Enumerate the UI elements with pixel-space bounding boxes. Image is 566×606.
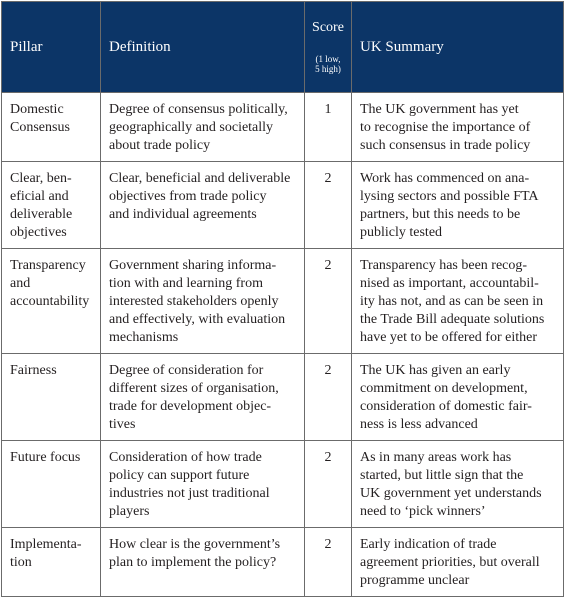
score-cell: 2	[305, 441, 352, 528]
table-body	[2, 93, 564, 597]
summary-cell: Work has commenced on ana- lysing sectors and possible FTA partners, but this needs to be publicly tested	[352, 162, 564, 249]
summary-cell: The UK government has yet to recognise the importance of such consensus in trade policy	[352, 93, 564, 162]
trade-policy-pillars-table	[1, 1, 564, 597]
pillar-cell: Transparency and accountability	[2, 249, 101, 354]
header-row	[2, 2, 564, 93]
table-row	[2, 93, 564, 162]
definition-cell: Degree of consensus politically, geographically and societally about trade policy	[101, 93, 305, 162]
table-row	[2, 249, 564, 354]
header-score	[305, 2, 352, 93]
summary-cell: Early indication of trade agreement priorities, but overall programme unclear	[352, 528, 564, 597]
summary-cell: The UK has given an early commitment on development, consideration of domestic fair- ness is less advanced	[352, 354, 564, 441]
definition-cell: Clear, beneficial and deliverable objectives from trade policy and individual agreements	[101, 162, 305, 249]
pillar-cell: Future focus	[2, 441, 101, 528]
pillar-cell: Fairness	[2, 354, 101, 441]
definition-cell: Government sharing informa- tion with and learning from interested stakeholders openly and effectively, with evaluation mechanisms	[101, 249, 305, 354]
header-definition: Definition	[101, 2, 305, 93]
pillar-cell: Domestic Consensus	[2, 93, 101, 162]
summary-cell: Transparency has been recog- nised as important, accountabil- ity has not, and as can be seen in the Trade Bill adequate solutions have yet to be offered for either	[352, 249, 564, 354]
table-row	[2, 354, 564, 441]
header-uk-summary: UK Summary	[352, 2, 564, 93]
header-score-title: Score	[312, 20, 344, 35]
table-header	[2, 2, 564, 93]
header-score-note: (1 low, 5 high)	[315, 54, 341, 74]
table-row	[2, 528, 564, 597]
score-cell: 1	[305, 93, 352, 162]
header-pillar: Pillar	[2, 2, 101, 93]
score-cell: 2	[305, 528, 352, 597]
definition-cell: Degree of consideration for different sizes of organisation, trade for development objec- tives	[101, 354, 305, 441]
score-cell: 2	[305, 354, 352, 441]
table-row	[2, 441, 564, 528]
table-row	[2, 162, 564, 249]
summary-cell: As in many areas work has started, but little sign that the UK government yet understands need to ‘pick winners’	[352, 441, 564, 528]
pillar-cell: Implementa- tion	[2, 528, 101, 597]
score-cell: 2	[305, 249, 352, 354]
definition-cell: How clear is the government’s plan to implement the policy?	[101, 528, 305, 597]
pillar-cell: Clear, ben- eficial and deliverable objectives	[2, 162, 101, 249]
definition-cell: Consideration of how trade policy can support future industries not just traditional players	[101, 441, 305, 528]
score-cell: 2	[305, 162, 352, 249]
